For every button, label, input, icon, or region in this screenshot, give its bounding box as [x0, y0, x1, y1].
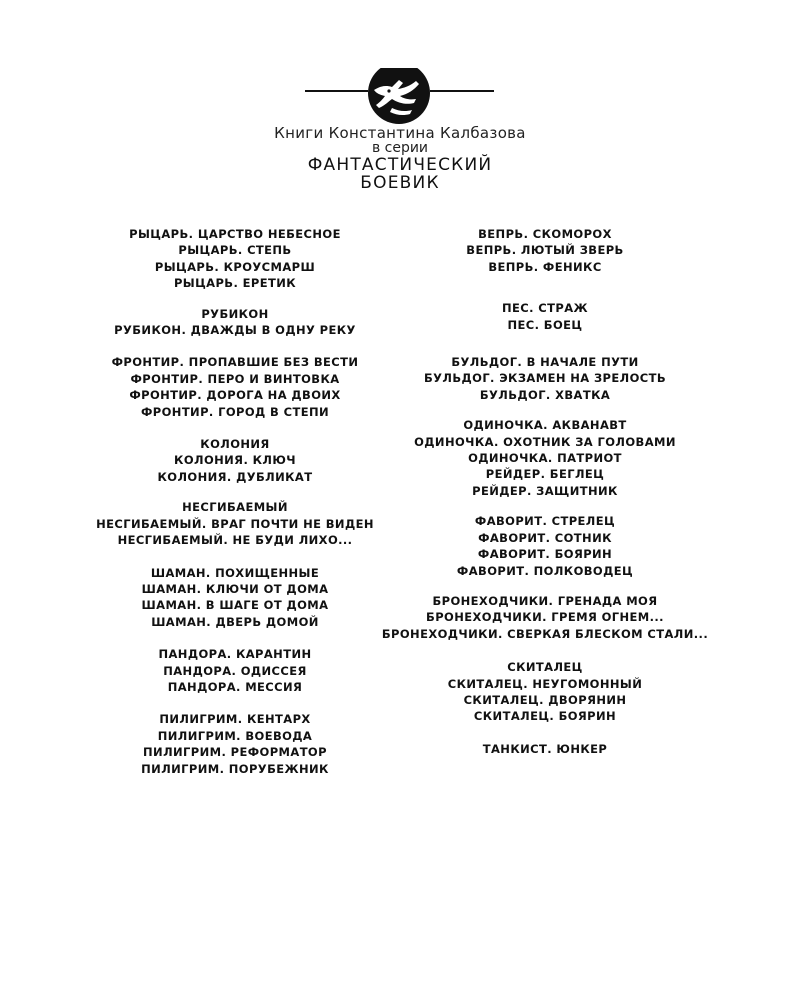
book-group [365, 354, 725, 403]
book-title: ПЕС. БОЕЦ [507, 317, 583, 332]
book-title: ПАНДОРА. ОДИССЕЯ [163, 663, 307, 678]
book-group [55, 711, 415, 777]
book-group [55, 306, 415, 339]
book-group [55, 565, 415, 631]
book-title: ОДИНОЧКА. АКВАНАВТ [463, 418, 627, 433]
book-title: ПЕС. СТРАЖ [502, 301, 588, 316]
book-title: БУЛЬДОГ. ХВАТКА [479, 387, 611, 402]
book-title: ФРОНТИР. ДОРОГА НА ДВОИХ [129, 388, 341, 403]
book-title: ПАНДОРА. КАРАНТИН [158, 647, 312, 662]
book-group [365, 226, 725, 275]
book-group [365, 741, 725, 757]
book-title: ФАВОРИТ. СТРЕЛЕЦ [474, 514, 616, 529]
book-title: КОЛОНИЯ. КЛЮЧ [174, 453, 296, 468]
book-title: ФАВОРИТ. ПОЛКОВОДЕЦ [456, 563, 634, 578]
book-title: ПИЛИГРИМ. РЕФОРМАТОР [143, 745, 327, 760]
book-group [55, 646, 415, 695]
book-title: КОЛОНИЯ. ДУБЛИКАТ [157, 469, 313, 484]
book-title: РЫЦАРЬ. КРОУСМАРШ [154, 259, 316, 274]
book-group [55, 499, 415, 548]
book-title: ВЕПРЬ. ФЕНИКС [488, 259, 602, 274]
book-group [365, 300, 725, 333]
book-title: ПИЛИГРИМ. КЕНТАРХ [159, 712, 311, 727]
book-title: РЫЦАРЬ. СТЕПЬ [178, 243, 292, 258]
book-title: КОЛОНИЯ [200, 437, 270, 452]
publisher-logo [0, 68, 800, 128]
book-title: БУЛЬДОГ. ЭКЗАМЕН НА ЗРЕЛОСТЬ [423, 371, 667, 386]
book-title: ТАНКИСТ. ЮНКЕР [482, 741, 608, 756]
book-title: РУБИКОН. ДВАЖДЫ В ОДНУ РЕКУ [114, 323, 356, 338]
book-title: ПАНДОРА. МЕССИЯ [167, 679, 303, 694]
book-title: ФРОНТИР. ГОРОД В СТЕПИ [140, 404, 330, 419]
book-title: ФРОНТИР. ПРОПАВШИЕ БЕЗ ВЕСТИ [111, 355, 359, 370]
book-title: БРОНЕХОДЧИКИ. СВЕРКАЯ БЛЕСКОМ СТАЛИ... [381, 626, 709, 641]
book-title: ОДИНОЧКА. ОХОТНИК ЗА ГОЛОВАМИ [414, 434, 676, 449]
book-title: ШАМАН. КЛЮЧИ ОТ ДОМА [141, 581, 329, 596]
book-title: ШАМАН. ПОХИЩЕННЫЕ [150, 565, 320, 580]
book-title: СКИТАЛЕЦ. НЕУГОМОННЫЙ [447, 676, 643, 691]
book-title: РУБИКОН [201, 306, 269, 321]
left-book-list [55, 226, 415, 777]
book-title: НЕСГИБАЕМЫЙ [182, 500, 288, 515]
right-book-list [365, 226, 725, 757]
book-title: ВЕПРЬ. СКОМОРОХ [478, 227, 612, 241]
book-title: ФРОНТИР. ПЕРО И ВИНТОВКА [130, 371, 340, 386]
book-title: РЫЦАРЬ. ЕРЕТИК [173, 276, 297, 291]
author-line: Книги Константина Калбазова [274, 124, 526, 142]
series-header [0, 125, 800, 192]
book-title: ВЕПРЬ. ЛЮТЫЙ ЗВЕРЬ [466, 243, 624, 258]
book-group [365, 417, 725, 499]
book-title: ПИЛИГРИМ. ВОЕВОДА [157, 728, 313, 743]
book-title: ФАВОРИТ. СОТНИК [478, 530, 612, 545]
book-title: СКИТАЛЕЦ. БОЯРИН [473, 709, 617, 724]
book-group [365, 659, 725, 725]
book-title: ПИЛИГРИМ. ПОРУБЕЖНИК [141, 761, 329, 776]
book-group [365, 513, 725, 579]
book-title: ШАМАН. ДВЕРЬ ДОМОЙ [151, 614, 319, 629]
book-title: РЫЦАРЬ. ЦАРСТВО НЕБЕСНОЕ [129, 227, 341, 241]
book-group [365, 593, 725, 642]
book-group [55, 354, 415, 420]
dragon-logo-icon [0, 68, 800, 128]
book-group [55, 226, 415, 292]
series-title-line1: ФАНТАСТИЧЕСКИЙ [307, 155, 493, 175]
book-title: ОДИНОЧКА. ПАТРИОТ [468, 451, 622, 466]
book-title: РЕЙДЕР. ЗАЩИТНИК [472, 483, 618, 498]
book-group [55, 436, 415, 485]
book-title: БРОНЕХОДЧИКИ. ГРЕМЯ ОГНЕМ... [426, 610, 664, 625]
book-title: БРОНЕХОДЧИКИ. ГРЕНАДА МОЯ [432, 593, 658, 608]
book-title: БУЛЬДОГ. В НАЧАЛЕ ПУТИ [451, 355, 639, 370]
series-title-line2: БОЕВИК [360, 173, 440, 193]
book-title: ФАВОРИТ. БОЯРИН [477, 547, 613, 562]
book-title: РЕЙДЕР. БЕГЛЕЦ [485, 467, 605, 482]
book-title: СКИТАЛЕЦ [507, 660, 583, 675]
book-title: НЕСГИБАЕМЫЙ. НЕ БУДИ ЛИХО... [117, 533, 353, 548]
book-title: СКИТАЛЕЦ. ДВОРЯНИН [463, 692, 627, 707]
book-title: НЕСГИБАЕМЫЙ. ВРАГ ПОЧТИ НЕ ВИДЕН [96, 516, 374, 531]
in-series-line: в серии [371, 140, 429, 156]
book-title: ШАМАН. В ШАГЕ ОТ ДОМА [141, 598, 329, 613]
